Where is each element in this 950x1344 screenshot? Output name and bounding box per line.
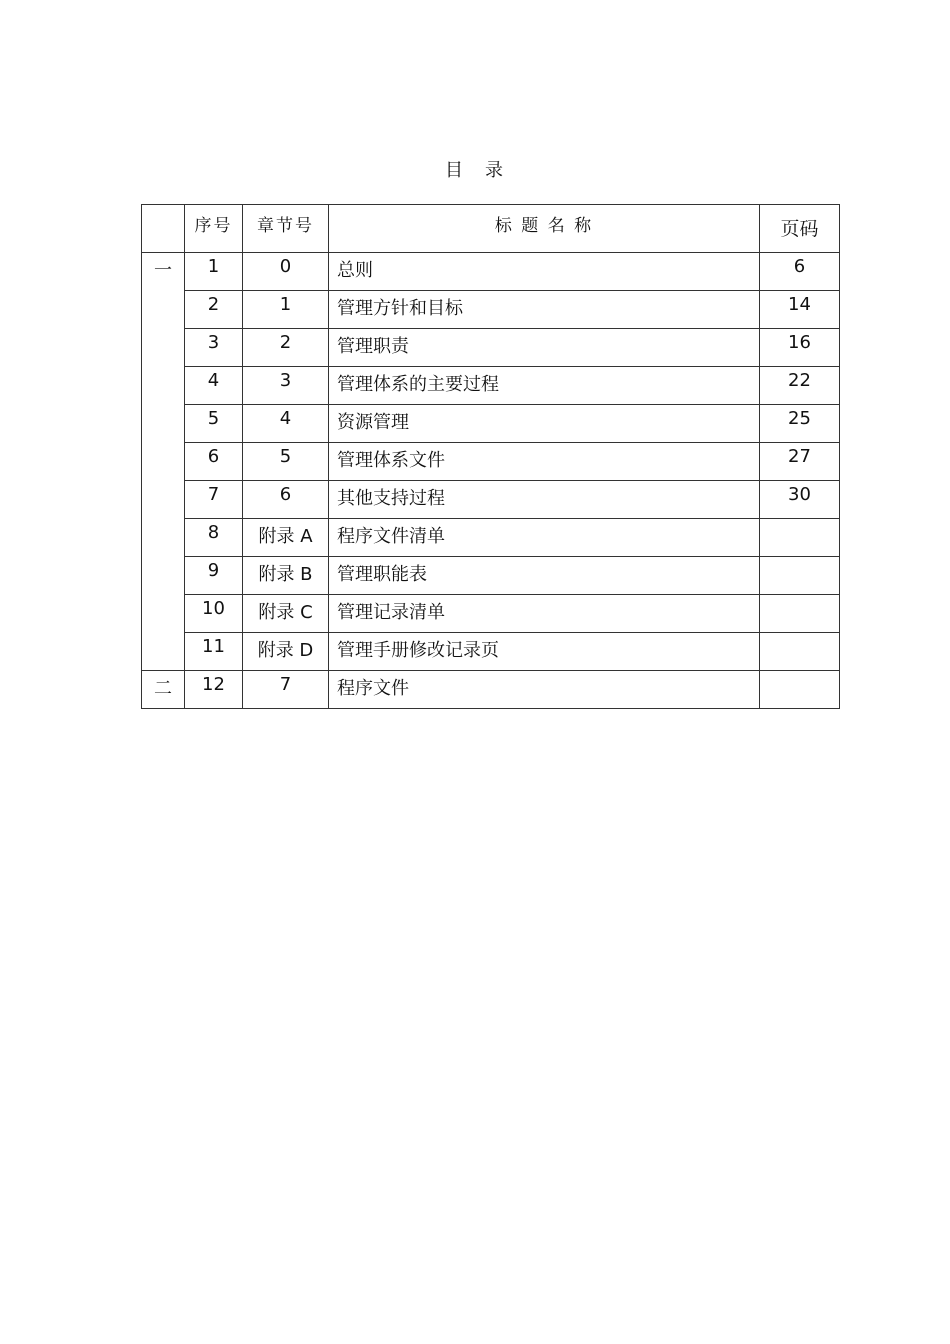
seq-cell: 6 (185, 443, 243, 481)
part-label: 一 (142, 253, 185, 671)
chapter-cell: 附录 A (243, 519, 329, 557)
page-cell (760, 633, 840, 671)
table-row (142, 557, 840, 595)
title-cell: 管理体系文件 (329, 443, 760, 481)
part-label: 二 (142, 671, 185, 709)
title-cell: 管理手册修改记录页 (329, 633, 760, 671)
page-cell (760, 595, 840, 633)
title-cell: 总则 (329, 253, 760, 291)
header-part (142, 205, 185, 253)
chapter-cell: 2 (243, 329, 329, 367)
seq-cell: 5 (185, 405, 243, 443)
seq-cell: 1 (185, 253, 243, 291)
chapter-cell: 1 (243, 291, 329, 329)
chapter-cell: 6 (243, 481, 329, 519)
seq-cell: 12 (185, 671, 243, 709)
page-cell: 27 (760, 443, 840, 481)
table-row (142, 595, 840, 633)
header-row (142, 205, 840, 253)
seq-cell: 2 (185, 291, 243, 329)
page-title: 目 录 (445, 160, 505, 181)
chapter-cell: 3 (243, 367, 329, 405)
table-row (142, 405, 840, 443)
table-row (142, 519, 840, 557)
title-cell: 管理记录清单 (329, 595, 760, 633)
chapter-cell: 附录 B (243, 557, 329, 595)
chapter-cell: 5 (243, 443, 329, 481)
header-chapter: 章节号 (243, 205, 329, 253)
page-cell: 22 (760, 367, 840, 405)
title-cell: 管理职能表 (329, 557, 760, 595)
page-cell (760, 557, 840, 595)
chapter-cell: 0 (243, 253, 329, 291)
table-row (142, 329, 840, 367)
page-cell: 14 (760, 291, 840, 329)
table-row (142, 291, 840, 329)
table-row (142, 671, 840, 709)
seq-cell: 3 (185, 329, 243, 367)
table-row (142, 443, 840, 481)
title-cell: 程序文件清单 (329, 519, 760, 557)
header-page: 页码 (760, 205, 840, 253)
seq-cell: 10 (185, 595, 243, 633)
seq-cell: 7 (185, 481, 243, 519)
seq-cell: 11 (185, 633, 243, 671)
seq-cell: 4 (185, 367, 243, 405)
toc-table (141, 204, 840, 709)
chapter-cell: 附录 D (243, 633, 329, 671)
table-row (142, 633, 840, 671)
page-cell: 6 (760, 253, 840, 291)
table-row (142, 481, 840, 519)
title-cell: 资源管理 (329, 405, 760, 443)
table-row (142, 253, 840, 291)
chapter-cell: 4 (243, 405, 329, 443)
table-row (142, 367, 840, 405)
title-cell: 其他支持过程 (329, 481, 760, 519)
chapter-cell: 7 (243, 671, 329, 709)
title-cell: 管理方针和目标 (329, 291, 760, 329)
title-cell: 程序文件 (329, 671, 760, 709)
page-cell: 25 (760, 405, 840, 443)
seq-cell: 8 (185, 519, 243, 557)
header-name: 标 题 名 称 (329, 205, 760, 253)
chapter-cell: 附录 C (243, 595, 329, 633)
title-cell: 管理职责 (329, 329, 760, 367)
header-seq: 序号 (185, 205, 243, 253)
seq-cell: 9 (185, 557, 243, 595)
page-cell (760, 519, 840, 557)
page-cell: 16 (760, 329, 840, 367)
title-cell: 管理体系的主要过程 (329, 367, 760, 405)
page-cell (760, 671, 840, 709)
page-cell: 30 (760, 481, 840, 519)
